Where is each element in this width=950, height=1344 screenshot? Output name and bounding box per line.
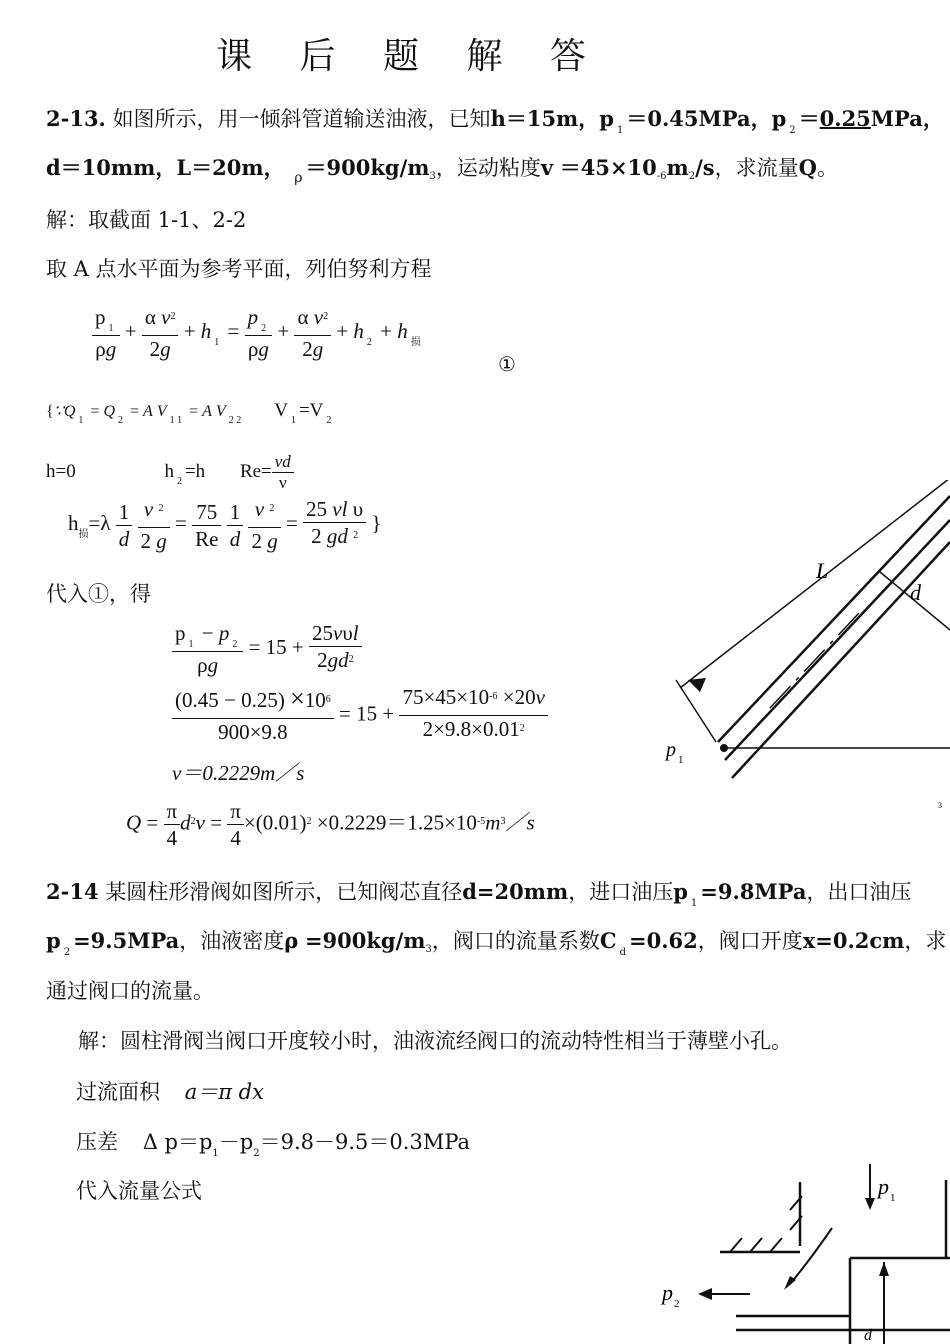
problem-2-14-label: 2-14 [46,879,99,904]
spool-valve-figure [650,1150,950,1344]
length-label: L [816,558,829,583]
equation-number: ① [498,352,516,376]
problem-2-13-line-2: d＝10mm，L＝20m， $_\rho$ ＝900kg/m3，运动粘度v ＝45×10-6m2/s，求流量Q。 [46,155,838,186]
bernoulli-equation: $\frac{p _1}{\rho g}$ + α $v^2$ 2g + h $_1$ = $\frac{p _2}{\rho g}$ + $\frac{\alpha v^2}{2g}$ + h $_2$ + h $_损$ [92,304,424,362]
head-loss-equation: $h_损=\lambda$ $\frac{1}{d}$ $\frac{v ^2}{2 g}$ = $\frac{75}{Re}$ $\frac{1}{d}$ $\frac{v ^2}{2 g}$ = $\frac{\text{25 vl υ}}{2 gd ^2}$ } [68,497,382,553]
flow-formula-line: 代入流量公式 [76,1179,202,1203]
problem-2-14-line-2: p $_2$ =9.5MPa，油液密度ρ =900kg/m3，阀口的流量系数C $_d$ =0.62，阀口开度x=0.2cm，求 [46,928,947,958]
pressure-label: p [666,739,676,761]
substitute-line: 代入①，得 [46,582,151,606]
problem-2-14-line-3: 通过阀口的流量。 [46,979,214,1003]
solution-2-14-step-1: 解：圆柱滑阀当阀口开度较小时，油液流经阀口的流动特性相当于薄壁小孔。 [78,1029,792,1053]
flow-result: Q = $\frac{\pi}{4}$ $d^2v$ = $\frac{\pi}{4}$ $\times(0.01)^2$ $\times 0.2229=1.25\times 10^{-5}m^3/s$ [126,799,535,850]
inlet-pressure-label: p [878,1174,889,1199]
svg-text:1: 1 [678,754,684,766]
spool-diameter-label: d [864,1327,872,1344]
flow-area-line: 过流面积 a＝π dx [76,1080,264,1104]
diameter-label: d [910,580,921,605]
corner-mark: 3 [938,801,942,810]
derived-equation-2: $\frac{(0.45 - 0.25) \times 10^6}{900\times 9.8}$ = 15 + $\frac{75\times 45\times 10^{-6} \times 20v}{2\times 9.8\times 0.01^2}$ [172,684,548,747]
height-relations: h=0 h $_2$ =h Re= $\frac{vd}{\nu}$ [46,452,294,493]
outlet-pressure-label: p [662,1280,673,1305]
solution-2-13-step-2: 取 A 点水平面为参考平面，列伯努利方程 [46,257,432,281]
solution-2-13-step-1: 解：取截面 1-1、2-2 [46,208,247,232]
problem-2-13-line-1: 2-13. 如图所示，用一倾斜管道输送油液，已知h＝15m，p $_1$ ＝0.45MPa，p $_2$ ＝0.25MPa， [46,106,944,136]
velocity-result: v＝0.2229m／s [172,761,305,785]
derived-equation-1: $\frac{p _1 - p _2}{\rho g}$ = 15 + $\frac{\text{25vυl}}{2gd^2}$ [172,620,362,678]
problem-2-13-label: 2-13. [46,106,106,131]
underlined-value: 0.25 [819,106,871,131]
page-title: 课 后 题 解 答 [216,36,604,77]
inclined-pipe-figure [640,480,950,820]
continuity-equation: {$\because Q_1 = Q_2 = A$ $V_{1 1} = A$ $V_{2 2}$ V $_1$ =V $_2$ [46,400,332,426]
pressure-difference-line: 压差 Δ $p=p_1-p_2=9.8-9.5=0.3MPa$ [76,1130,471,1159]
problem-2-14-line-1: 2-14 某圆柱形滑阀如图所示，已知阀芯直径d=20mm，进口油压p $_1$ =9.8MPa，出口油压 [46,879,912,909]
svg-text:2: 2 [674,1298,680,1310]
svg-text:1: 1 [890,1192,896,1204]
point-a-marker [720,744,728,752]
